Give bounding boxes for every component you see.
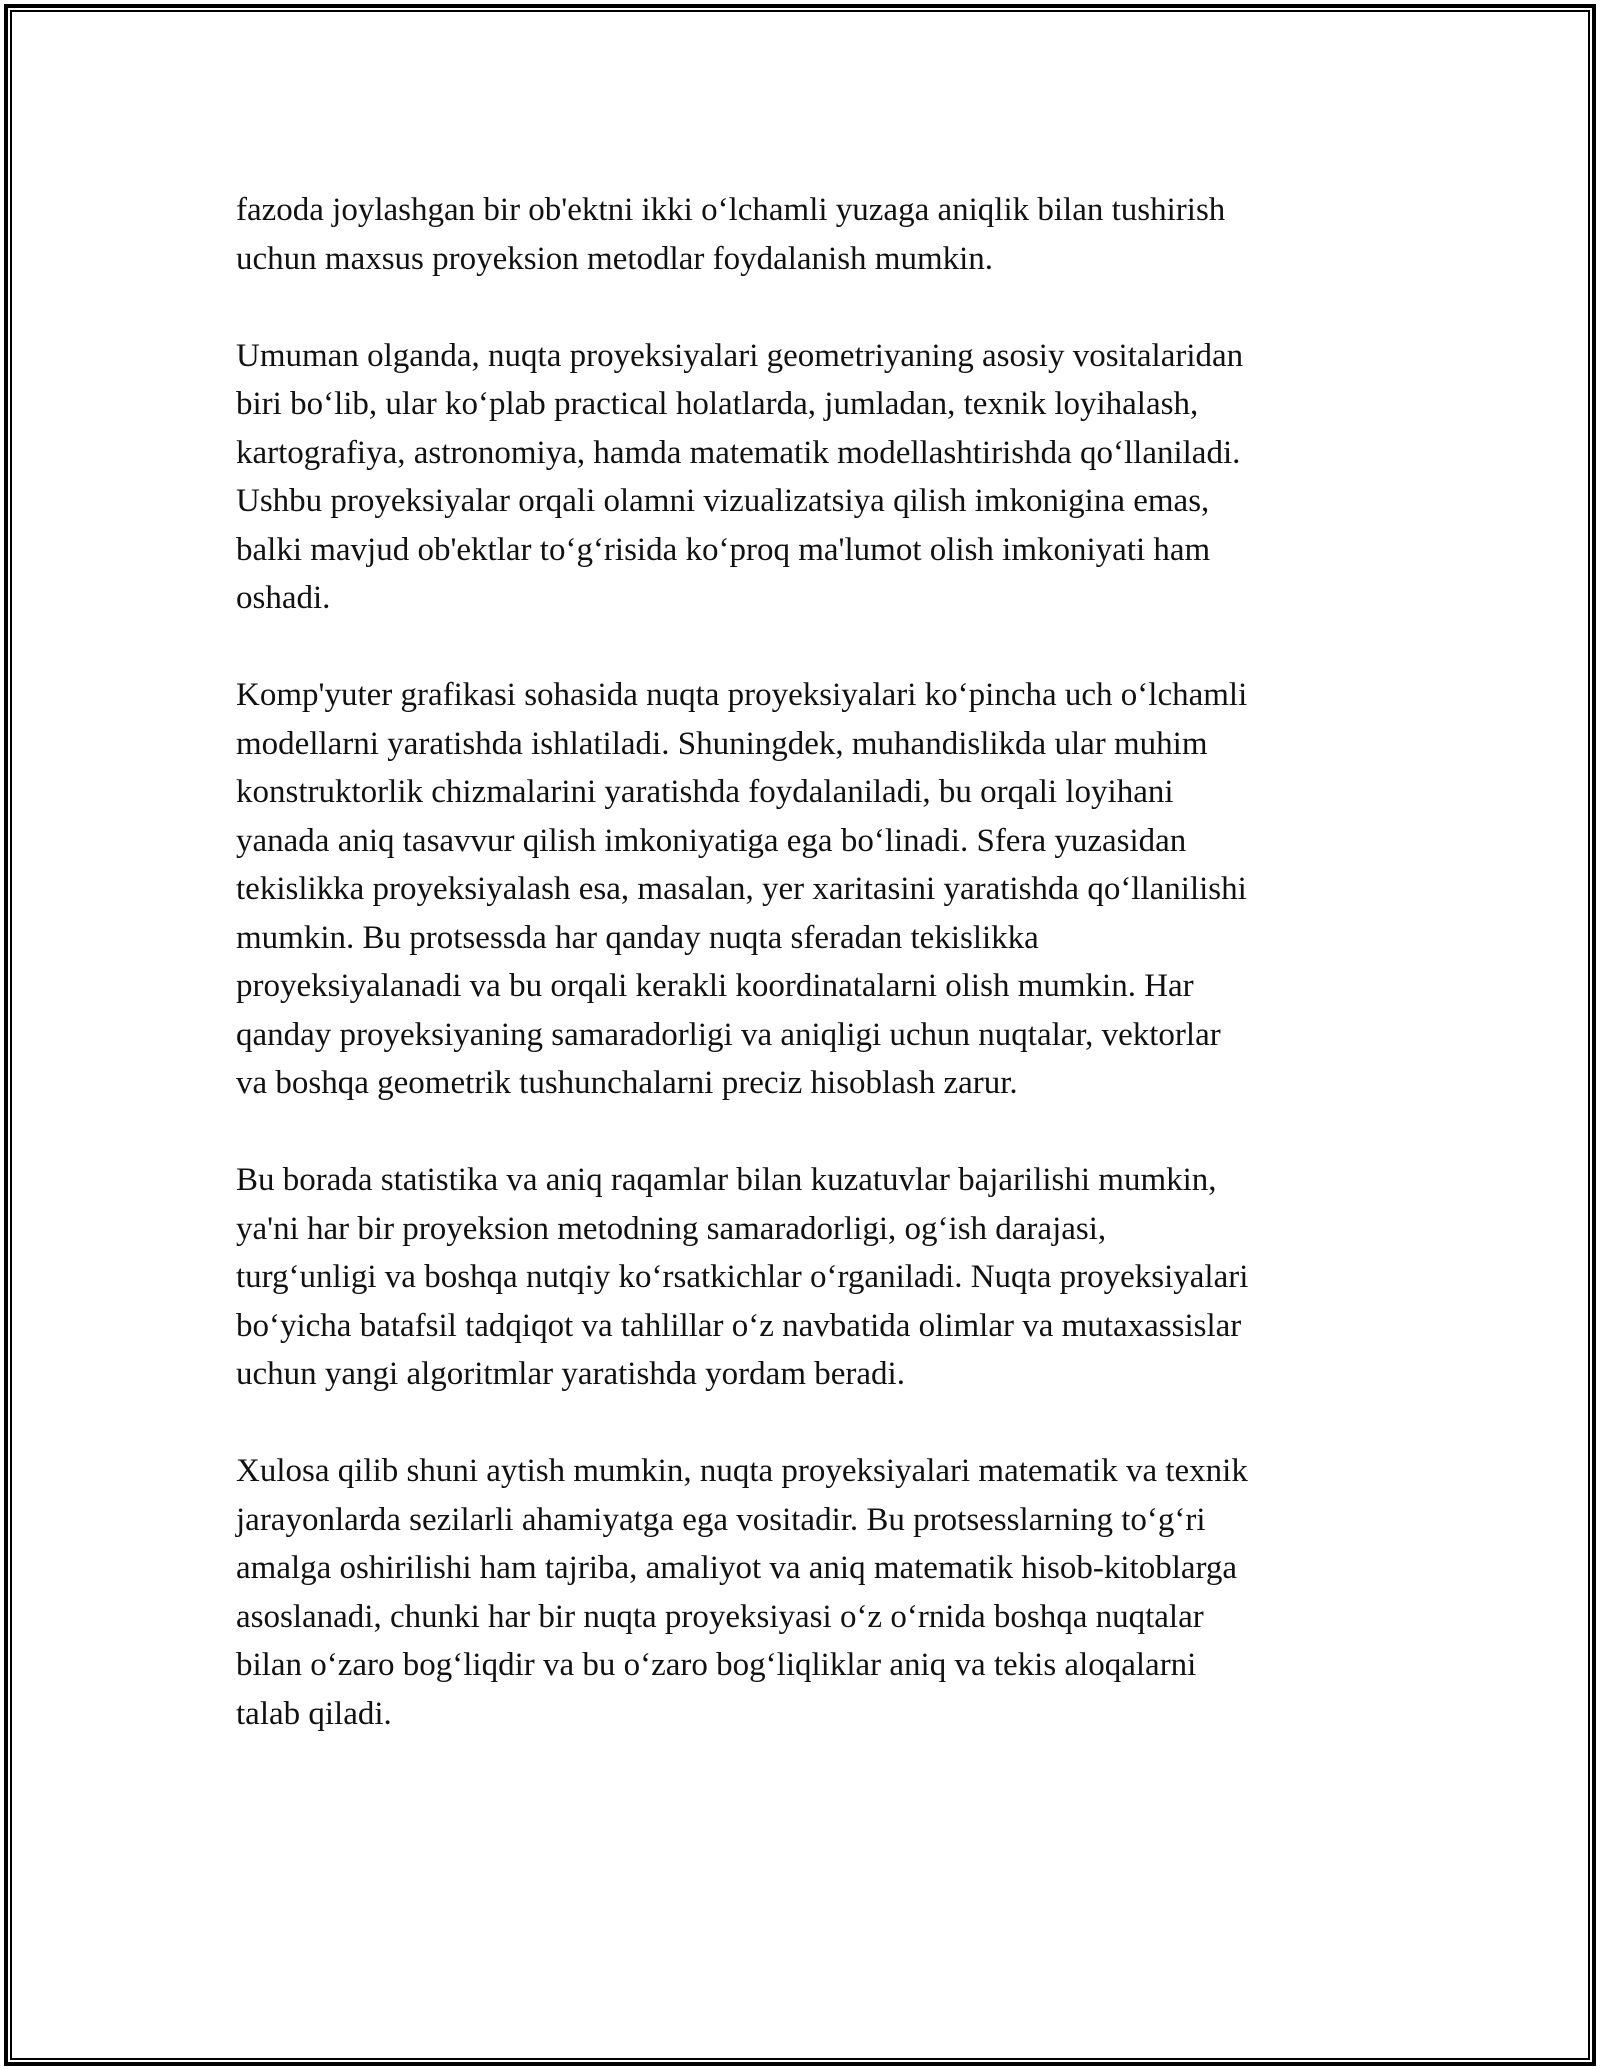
paragraph-2: Umuman olganda, nuqta proyeksiyalari geometriyaning asosiy vositalaridan biri bo‘lib, ular ko‘plab practical holatlarda, jumladan, texnik loyihalash, kartografiya, astronomiya, hamda matematik modellashtirishda qo‘llaniladi. Ushbu proyeksiyalar orqali olamni vizualizatsiya qilish imkonigina emas, balki mavjud ob'ektlar to‘g‘risida ko‘proq ma'lumot olish imkoniyati ham oshadi.: [236, 337, 1244, 616]
paragraph-1: fazoda joylashgan bir ob'ektni ikki o‘lchamli yuzaga aniqlik bilan tushirish uchun maxsus proyeksion metodlar foydalanish mumkin.: [236, 192, 1226, 277]
paragraph-3: Komp'yuter grafikasi sohasida nuqta proyeksiyalari ko‘pincha uch o‘lchamli modellarni yaratishda ishlatiladi. Shuningdek, muhandislikda ular muhim konstruktorlik chizmalarini yaratishda foydalaniladi, bu orqali loyihani yanada aniq tasavvur qilish imkoniyatiga ega bo‘linadi. Sfera yuzasidan tekislikka proyeksiyalash esa, masalan, yer xaritasini yaratishda qo‘llanilishi mumkin. Bu protsessda har qanday nuqta sferadan tekislikka proyeksiyalanadi va bu orqali kerakli koordinatalarni olish mumkin. Har qanday proyeksiyaning samaradorligi va aniqligi uchun nuqtalar, vektorlar va boshqa geometrik tushunchalarni preciz hisoblash zarur.: [236, 677, 1248, 1101]
paragraph-4: Bu borada statistika va aniq raqamlar bilan kuzatuvlar bajarilishi mumkin, ya'ni har bir proyeksion metodning samaradorligi, og‘ish darajasi, turg‘unligi va boshqa nutqiy ko‘rsatkichlar o‘rganiladi. Nuqta proyeksiyalari bo‘yicha batafsil tadqiqot va tahlillar o‘z navbatida olimlar va mutaxassislar uchun yangi algoritmlar yaratishda yordam beradi.: [236, 1162, 1249, 1392]
paragraph-5: Xulosa qilib shuni aytish mumkin, nuqta proyeksiyalari matematik va texnik jarayonlarda sezilarli ahamiyatga ega vositadir. Bu protsesslarning to‘g‘ri amalga oshirilishi ham tajriba, amaliyot va aniq matematik hisob-kitoblarga asoslanadi, chunki har bir nuqta proyeksiyasi o‘z o‘rnida boshqa nuqtalar bilan o‘zaro bog‘liqdir va bu o‘zaro bog‘liqliklar aniq va tekis aloqalarni talab qiladi.: [236, 1453, 1248, 1732]
document-body: [236, 186, 1376, 1738]
